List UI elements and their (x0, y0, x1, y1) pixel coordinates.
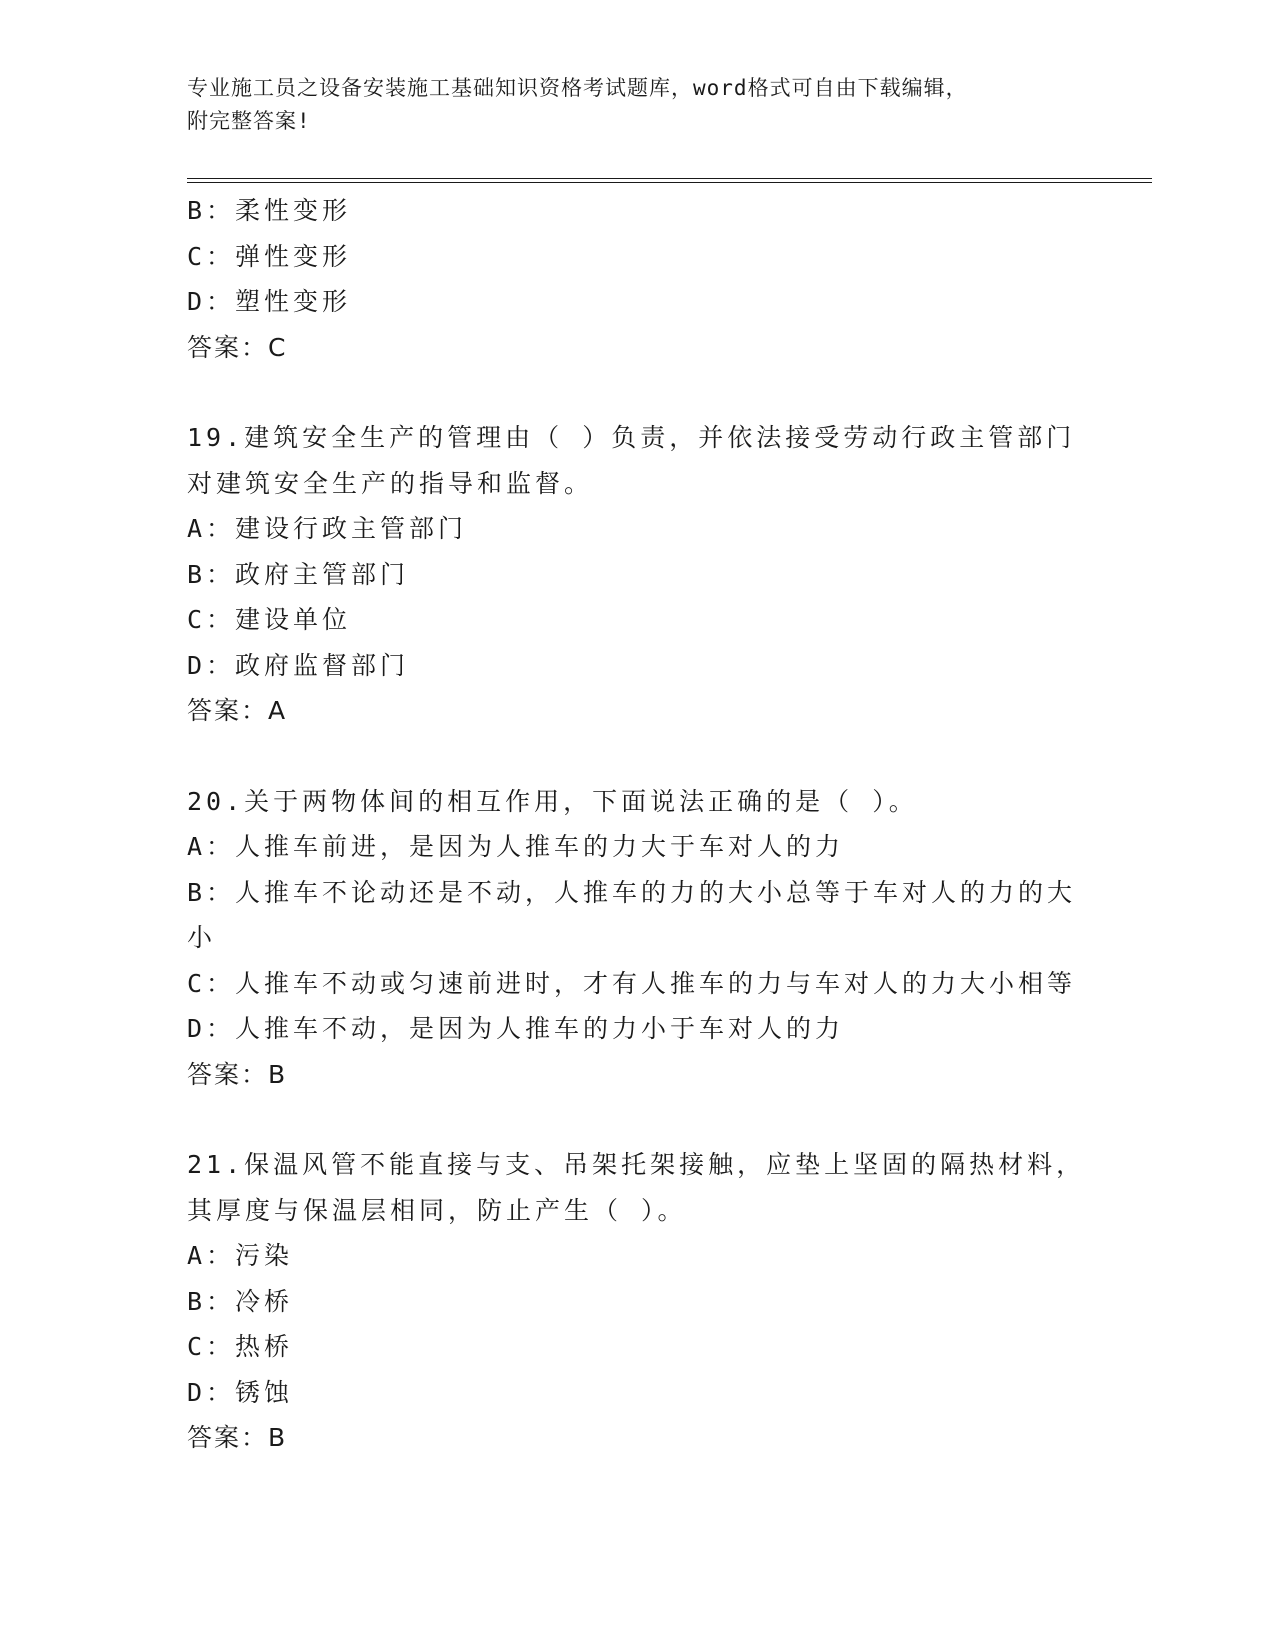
header-line-1: 专业施工员之设备安装施工基础知识资格考试题库，word格式可自由下载编辑， (187, 76, 968, 100)
answer: 答案：C (187, 332, 288, 362)
option-c: C：弹性变形 (187, 241, 352, 271)
question-stem-line: 20.关于两物体间的相互作用，下面说法正确的是（ ）。 (187, 786, 918, 816)
option-d: D：锈蚀 (187, 1377, 294, 1407)
spacer (187, 370, 1087, 415)
option-c: C：人推车不动或匀速前进时，才有人推车的力与车对人的力大小相等 (187, 968, 1077, 998)
document-header (187, 72, 1067, 138)
option-d: D：人推车不动，是因为人推车的力小于车对人的力 (187, 1014, 845, 1043)
spacer (187, 734, 1087, 779)
option-b: B：柔性变形 (187, 196, 352, 225)
answer: 答案：B (187, 1423, 288, 1452)
question-18 (187, 188, 1087, 370)
option-b: B：政府主管部门 (187, 559, 410, 589)
option-b: B：冷桥 (187, 1286, 294, 1316)
question-stem-line: 其厚度与保温层相同，防止产生（ ）。 (187, 1195, 687, 1225)
question-19 (187, 415, 1087, 734)
option-a: A：建设行政主管部门 (187, 514, 468, 543)
question-stem-line: 对建筑安全生产的指导和监督。 (187, 468, 594, 498)
question-21 (187, 1142, 1087, 1461)
option-d: D：政府监督部门 (187, 650, 410, 680)
answer: 答案：A (187, 696, 288, 725)
question-list (187, 188, 1087, 1461)
question-stem-line: 21.保温风管不能直接与支、吊架托架接触，应垫上坚固的隔热材料， (187, 1150, 1086, 1179)
option-a: A：人推车前进，是因为人推车的力大于车对人的力 (187, 832, 845, 861)
spacer (187, 1097, 1087, 1142)
header-line-2: 附完整答案! (187, 109, 311, 133)
option-b: B：人推车不论动还是不动，人推车的力的大小总等于车对人的力的大 (187, 877, 1077, 907)
answer: 答案：B (187, 1059, 288, 1089)
header-divider-bottom (187, 182, 1152, 183)
option-d: D：塑性变形 (187, 287, 352, 316)
header-divider-top (187, 178, 1152, 179)
option-a: A：污染 (187, 1241, 294, 1270)
option-b-continued: 小 (187, 923, 217, 952)
option-c: C：热桥 (187, 1332, 294, 1361)
question-20 (187, 779, 1087, 1098)
option-c: C：建设单位 (187, 605, 352, 634)
question-stem-line: 19.建筑安全生产的管理由（ ）负责，并依法接受劳动行政主管部门 (187, 423, 1076, 452)
